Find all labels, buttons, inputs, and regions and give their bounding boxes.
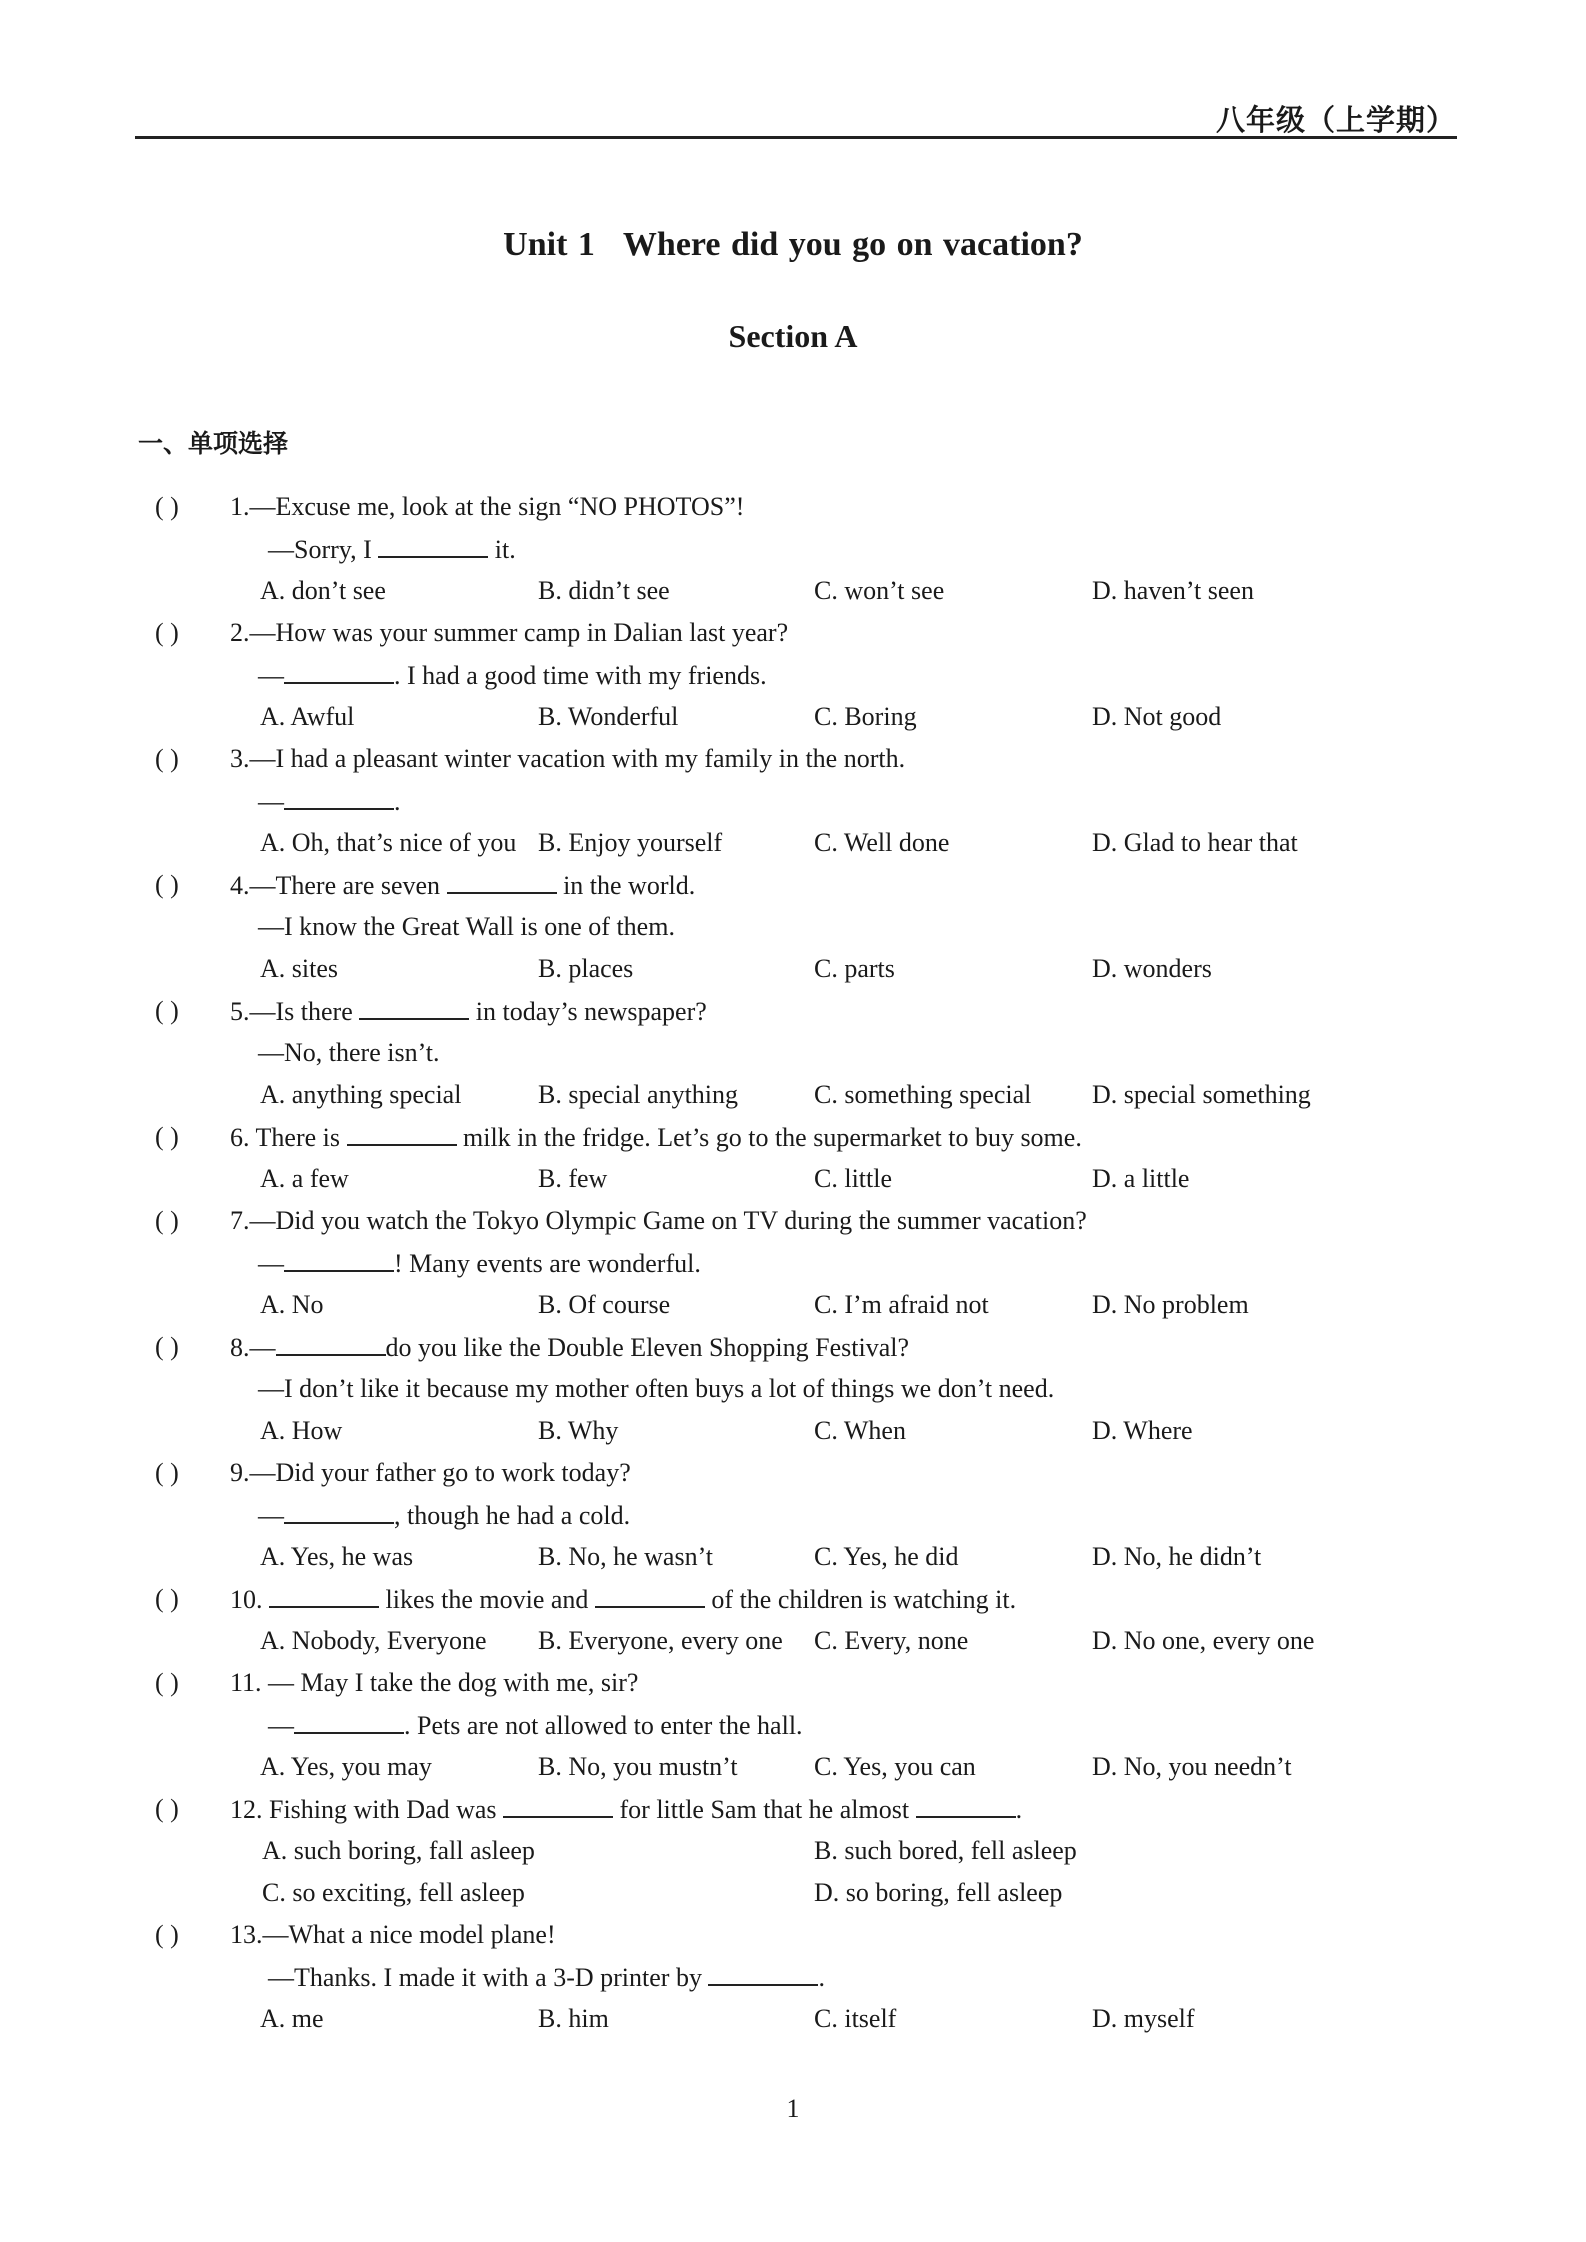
option-d[interactable]: D. haven’t seen xyxy=(1092,576,1254,605)
reply-text: — xyxy=(258,787,284,816)
question-text: —I had a pleasant winter vacation with my family in the north. xyxy=(249,744,906,773)
answer-bracket[interactable]: ( ) xyxy=(155,1122,179,1151)
question-8-options xyxy=(0,1410,1586,1452)
option-b[interactable]: B. few xyxy=(538,1164,608,1193)
question-12-options-row-1 xyxy=(0,1830,1586,1872)
question-12-options-row-2 xyxy=(0,1872,1586,1914)
option-c[interactable]: C. itself xyxy=(814,2004,897,2033)
question-text: of the children is watching it. xyxy=(711,1585,1017,1614)
fill-blank[interactable] xyxy=(347,1116,457,1146)
page-number: 1 xyxy=(786,2094,800,2123)
fill-blank[interactable] xyxy=(916,1788,1016,1818)
question-text: do you like the Double Eleven Shopping Festival? xyxy=(385,1333,910,1362)
question-10-options xyxy=(0,1620,1586,1662)
question-text: —Did your father go to work today? xyxy=(249,1458,631,1487)
reply-text: — xyxy=(268,1711,294,1740)
question-number: 1. xyxy=(230,492,250,521)
option-b[interactable]: B. special anything xyxy=(538,1080,739,1109)
header-rule xyxy=(135,136,1457,139)
option-d[interactable]: D. special something xyxy=(1092,1080,1311,1109)
reply-text: —I don’t like it because my mother often buys a lot of things we don’t need. xyxy=(258,1374,1055,1403)
option-c[interactable]: C. won’t see xyxy=(814,576,945,605)
reply-text: —I know the Great Wall is one of them. xyxy=(258,912,675,941)
fill-blank[interactable] xyxy=(284,780,394,810)
question-6-options xyxy=(0,1158,1586,1200)
answer-bracket[interactable]: ( ) xyxy=(155,1794,179,1823)
option-d[interactable]: D. No, he didn’t xyxy=(1092,1542,1262,1571)
question-text: milk in the fridge. Let’s go to the supermarket to buy some. xyxy=(463,1123,1082,1152)
option-d[interactable]: D. so boring, fell asleep xyxy=(814,1878,1063,1907)
question-5-reply xyxy=(0,1032,1586,1074)
fill-blank[interactable] xyxy=(708,1956,818,1986)
reply-text: ! Many events are wonderful. xyxy=(394,1249,701,1278)
question-6-stem xyxy=(0,1116,1586,1158)
option-a[interactable]: A. No xyxy=(260,1290,324,1319)
answer-bracket[interactable]: ( ) xyxy=(155,492,179,521)
option-a[interactable]: A. don’t see xyxy=(260,576,386,605)
answer-bracket[interactable]: ( ) xyxy=(155,996,179,1025)
reply-text: , though he had a cold. xyxy=(394,1501,631,1530)
option-d[interactable]: D. No, you needn’t xyxy=(1092,1752,1292,1781)
reply-text: . I had a good time with my friends. xyxy=(394,661,767,690)
section-title: Section A xyxy=(728,318,858,354)
question-3-stem xyxy=(0,738,1586,780)
option-d[interactable]: D. No problem xyxy=(1092,1290,1249,1319)
option-a[interactable]: A. Yes, he was xyxy=(260,1542,414,1571)
option-b[interactable]: B. him xyxy=(538,2004,609,2033)
question-list xyxy=(0,486,1586,2040)
option-a[interactable]: A. such boring, fall asleep xyxy=(262,1836,535,1865)
option-c[interactable]: C. When xyxy=(814,1416,906,1445)
answer-bracket[interactable]: ( ) xyxy=(155,1668,179,1697)
question-number: 10. xyxy=(230,1585,263,1614)
question-number: 13. xyxy=(230,1920,263,1949)
answer-bracket[interactable]: ( ) xyxy=(155,1458,179,1487)
question-text: likes the movie and xyxy=(385,1585,589,1614)
fill-blank[interactable] xyxy=(284,1494,394,1524)
question-text: Fishing with Dad was xyxy=(269,1795,497,1824)
option-a[interactable]: A. anything special xyxy=(260,1080,462,1109)
question-7-reply xyxy=(0,1242,1586,1284)
option-c[interactable]: C. Well done xyxy=(814,828,950,857)
question-1-reply xyxy=(0,528,1586,570)
unit-topic: Where did you go on vacation? xyxy=(622,226,1083,263)
part-heading: 一、单项选择 xyxy=(138,429,289,458)
question-text: —Did you watch the Tokyo Olympic Game on TV during the summer vacation? xyxy=(249,1206,1087,1235)
question-text: — May I take the dog with me, sir? xyxy=(268,1668,639,1697)
option-d[interactable]: D. Glad to hear that xyxy=(1092,828,1298,857)
question-7-options xyxy=(0,1284,1586,1326)
reply-text: —Sorry, I xyxy=(268,535,372,564)
option-a[interactable]: A. How xyxy=(260,1416,343,1445)
fill-blank[interactable] xyxy=(595,1578,705,1608)
question-2-options xyxy=(0,696,1586,738)
question-text: —Is there xyxy=(249,997,353,1026)
question-text: —There are seven xyxy=(249,871,441,900)
option-a[interactable]: A. Awful xyxy=(260,702,355,731)
option-b[interactable]: B. Of course xyxy=(538,1290,671,1319)
question-9-reply xyxy=(0,1494,1586,1536)
option-c[interactable]: C. Yes, he did xyxy=(814,1542,959,1571)
option-b[interactable]: B. Enjoy yourself xyxy=(538,828,723,857)
question-3-options xyxy=(0,822,1586,864)
question-4-stem xyxy=(0,864,1586,906)
grade-label: 八年级（上学期） xyxy=(1215,103,1456,137)
question-text: —What a nice model plane! xyxy=(262,1920,556,1949)
question-number: 5. xyxy=(230,997,250,1026)
option-b[interactable]: B. No, you mustn’t xyxy=(538,1752,738,1781)
question-number: 2. xyxy=(230,618,250,647)
reply-text: . Pets are not allowed to enter the hall. xyxy=(404,1711,803,1740)
reply-text: . xyxy=(394,787,401,816)
fill-blank[interactable] xyxy=(378,528,488,558)
question-text: There is xyxy=(255,1123,340,1152)
option-c[interactable]: C. Every, none xyxy=(814,1626,969,1655)
question-number: 9. xyxy=(230,1458,250,1487)
option-a[interactable]: A. Yes, you may xyxy=(260,1752,432,1781)
question-12-stem xyxy=(0,1788,1586,1830)
question-number: 11. xyxy=(230,1668,262,1697)
reply-text: — xyxy=(258,1501,284,1530)
question-text: in today’s newspaper? xyxy=(475,997,707,1026)
option-c[interactable]: C. little xyxy=(814,1164,892,1193)
question-5-options xyxy=(0,1074,1586,1116)
question-8-stem xyxy=(0,1326,1586,1368)
question-11-stem xyxy=(0,1662,1586,1704)
option-c[interactable]: C. I’m afraid not xyxy=(814,1290,989,1319)
question-text: in the world. xyxy=(563,871,696,900)
option-b[interactable]: B. Why xyxy=(538,1416,619,1445)
option-c[interactable]: C. Yes, you can xyxy=(814,1752,976,1781)
option-b[interactable]: B. such bored, fell asleep xyxy=(814,1836,1077,1865)
option-d[interactable]: D. myself xyxy=(1092,2004,1195,2033)
reply-text: —Thanks. I made it with a 3-D printer by xyxy=(268,1963,702,1992)
question-1-stem xyxy=(0,486,1586,528)
option-a[interactable]: A. sites xyxy=(260,954,338,983)
question-11-options xyxy=(0,1746,1586,1788)
fill-blank[interactable] xyxy=(447,864,557,894)
option-a[interactable]: A. Nobody, Everyone xyxy=(260,1626,487,1655)
answer-bracket[interactable]: ( ) xyxy=(155,1584,179,1613)
question-5-stem xyxy=(0,990,1586,1032)
option-d[interactable]: D. a little xyxy=(1092,1164,1190,1193)
answer-bracket[interactable]: ( ) xyxy=(155,618,179,647)
answer-bracket[interactable]: ( ) xyxy=(155,1332,179,1361)
question-text: for little Sam that he almost xyxy=(619,1795,910,1824)
question-4-reply xyxy=(0,906,1586,948)
question-9-options xyxy=(0,1536,1586,1578)
fill-blank[interactable] xyxy=(503,1788,613,1818)
question-number: 8. xyxy=(230,1333,250,1362)
question-2-reply xyxy=(0,654,1586,696)
question-text: —Excuse me, look at the sign “NO PHOTOS”! xyxy=(249,492,745,521)
question-3-reply xyxy=(0,780,1586,822)
option-a[interactable]: A. me xyxy=(260,2004,324,2033)
question-8-reply xyxy=(0,1368,1586,1410)
option-a[interactable]: A. Oh, that’s nice of you xyxy=(260,828,517,857)
option-b[interactable]: B. places xyxy=(538,954,634,983)
fill-blank[interactable] xyxy=(269,1578,379,1608)
question-4-options xyxy=(0,948,1586,990)
option-c[interactable]: C. something special xyxy=(814,1080,1032,1109)
question-number: 4. xyxy=(230,871,250,900)
question-7-stem xyxy=(0,1200,1586,1242)
question-9-stem xyxy=(0,1452,1586,1494)
unit-number: Unit 1 xyxy=(503,226,595,263)
option-d[interactable]: D. Where xyxy=(1092,1416,1193,1445)
option-d[interactable]: D. No one, every one xyxy=(1092,1626,1315,1655)
fill-blank[interactable] xyxy=(284,654,394,684)
option-b[interactable]: B. Everyone, every one xyxy=(538,1626,783,1655)
fill-blank[interactable] xyxy=(284,1242,394,1272)
answer-bracket[interactable]: ( ) xyxy=(155,1206,179,1235)
fill-blank[interactable] xyxy=(294,1704,404,1734)
question-10-stem xyxy=(0,1578,1586,1620)
reply-text: — xyxy=(258,1249,284,1278)
option-c[interactable]: C. parts xyxy=(814,954,895,983)
option-d[interactable]: D. wonders xyxy=(1092,954,1212,983)
reply-text: —No, there isn’t. xyxy=(258,1038,440,1067)
option-d[interactable]: D. Not good xyxy=(1092,702,1222,731)
reply-text: it. xyxy=(494,535,516,564)
question-number: 6. xyxy=(230,1123,250,1152)
question-13-options xyxy=(0,1998,1586,2040)
question-13-reply xyxy=(0,1956,1586,1998)
option-b[interactable]: B. No, he wasn’t xyxy=(538,1542,714,1571)
fill-blank[interactable] xyxy=(276,1326,386,1356)
option-c[interactable]: C. so exciting, fell asleep xyxy=(262,1878,525,1907)
answer-bracket[interactable]: ( ) xyxy=(155,744,179,773)
question-13-stem xyxy=(0,1914,1586,1956)
question-number: 3. xyxy=(230,744,250,773)
unit-title xyxy=(0,226,1586,264)
question-1-options xyxy=(0,570,1586,612)
fill-blank[interactable] xyxy=(359,990,469,1020)
option-a[interactable]: A. a few xyxy=(260,1164,349,1193)
question-text: —How was your summer camp in Dalian last year? xyxy=(249,618,789,647)
question-number: 7. xyxy=(230,1206,250,1235)
question-11-reply xyxy=(0,1704,1586,1746)
option-c[interactable]: C. Boring xyxy=(814,702,917,731)
question-2-stem xyxy=(0,612,1586,654)
question-number: 12. xyxy=(230,1795,263,1824)
answer-bracket[interactable]: ( ) xyxy=(155,1920,179,1949)
option-b[interactable]: B. didn’t see xyxy=(538,576,670,605)
question-text: — xyxy=(249,1333,276,1362)
reply-text: . xyxy=(818,1963,825,1992)
question-text: . xyxy=(1015,1795,1023,1824)
reply-text: — xyxy=(258,661,284,690)
answer-bracket[interactable]: ( ) xyxy=(155,870,179,899)
option-b[interactable]: B. Wonderful xyxy=(538,702,679,731)
